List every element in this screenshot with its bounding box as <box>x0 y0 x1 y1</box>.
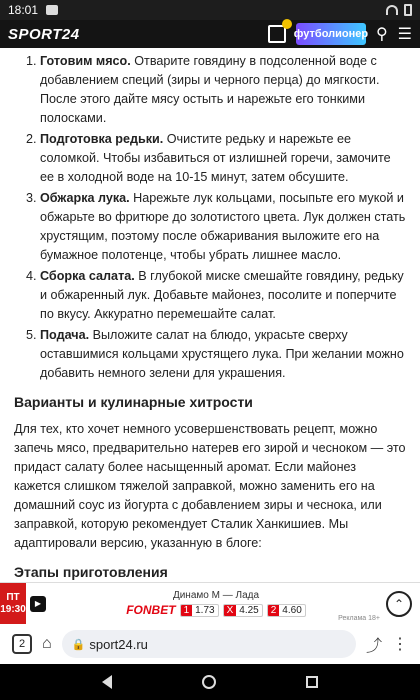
match-time: 19:30 <box>0 603 26 615</box>
app-header <box>0 20 420 48</box>
share-icon[interactable]: ⤴ <box>365 637 382 655</box>
home-icon[interactable]: ⌂ <box>42 635 52 652</box>
article-content <box>0 48 420 582</box>
address-bar[interactable] <box>62 630 356 658</box>
stages-heading: Этапы приготовления <box>14 564 168 580</box>
list-item: 3. Обжарка лука. Нарежьте лук кольцами, посыпьте его мукой и обжарьте во фритюре до золотистого цвета. Лук должен стать хрустящим, поэтому после обжаривания выложите его на бумажное полотенце, чтобы убрать лишнее масло. <box>40 189 406 265</box>
odd-1[interactable]: 1 1.73 <box>180 604 219 617</box>
browser-toolbar <box>0 624 420 664</box>
back-icon[interactable] <box>102 675 112 689</box>
recent-apps-icon[interactable] <box>306 676 318 688</box>
list-item: 1. Готовим мясо. Отварите говядину в подсоленной воде с добавлением специй (зиры и черного перца) до мягкости. После этого дайте мясу остыть и нарежьте его тонкими полосками. <box>40 52 406 128</box>
team-away: Лада <box>235 590 260 601</box>
notification-icon <box>46 5 58 15</box>
more-options-icon[interactable]: ⋮ <box>392 636 408 653</box>
odd-x[interactable]: X 4.25 <box>223 604 263 617</box>
status-bar <box>0 0 420 20</box>
tabs-button[interactable]: 2 <box>12 634 32 654</box>
url-text: sport24.ru <box>89 636 148 652</box>
vs-separator: — <box>222 590 236 601</box>
team-home: Динамо М <box>172 590 220 601</box>
battery-icon <box>404 4 412 16</box>
match-date <box>0 583 26 625</box>
list-item: 4. Сборка салата. В глубокой миске смешайте говядину, редьку и обжаренный лук. Добавьте майонез, посолите и поперчите по вкусу. Аккуратно перемешайте салат. <box>40 267 406 324</box>
match-teams <box>173 590 259 601</box>
system-nav-bar <box>0 664 420 700</box>
site-logo[interactable]: SPORT24 <box>8 25 80 43</box>
status-time: 18:01 <box>8 3 39 17</box>
ad-disclaimer: Реклама 18+ <box>338 615 380 622</box>
wifi-icon <box>386 5 398 15</box>
lock-icon: 🔒 <box>71 638 86 651</box>
home-button-icon[interactable] <box>202 675 216 689</box>
scroll-top-button[interactable]: ⌃ <box>386 591 412 617</box>
list-item: 2. Подготовка редьки. Очистите редьку и нарежьте ее соломкой. Чтобы избавиться от излишней горечи, замочите ее в холодной воде на 10-15 минут, затем обсушите. <box>40 130 406 187</box>
promo-banner[interactable]: футболионер <box>296 23 366 45</box>
search-icon[interactable]: ⚲ <box>375 26 388 43</box>
odd-2[interactable]: 2 4.60 <box>267 604 306 617</box>
variants-paragraph: Для тех, кто хочет немного усовершенствовать рецепт, можно запечь мясо, предварительно натерев его зирой и чесноком — это придаст салату более насыщенный аромат. Если майонез кажется слишком тяжелой заправкой, можно заменить его на домашний соус из йогурта с добавлением зиры и чеснока, или заправкой, которую рекомендует Сталик Ханкишиев. Мы адаптировали версию, указанную в блоге: <box>14 422 406 550</box>
play-icon[interactable]: ▶ <box>30 596 46 612</box>
recipe-steps-list <box>14 52 406 383</box>
fonbet-logo: FONBET <box>126 603 176 617</box>
gift-icon[interactable] <box>268 25 286 43</box>
list-item: 5. Подача. Выложите салат на блюдо, украсьте сверху оставшимися кольцами хрустящего лука. При желании можно добавить немного зелени для украшения. <box>40 326 406 383</box>
ad-banner[interactable] <box>0 582 420 624</box>
menu-icon[interactable]: ☰ <box>397 26 412 43</box>
match-day: ПТ <box>6 591 20 603</box>
variants-heading: Варианты и кулинарные хитрости <box>14 394 253 410</box>
